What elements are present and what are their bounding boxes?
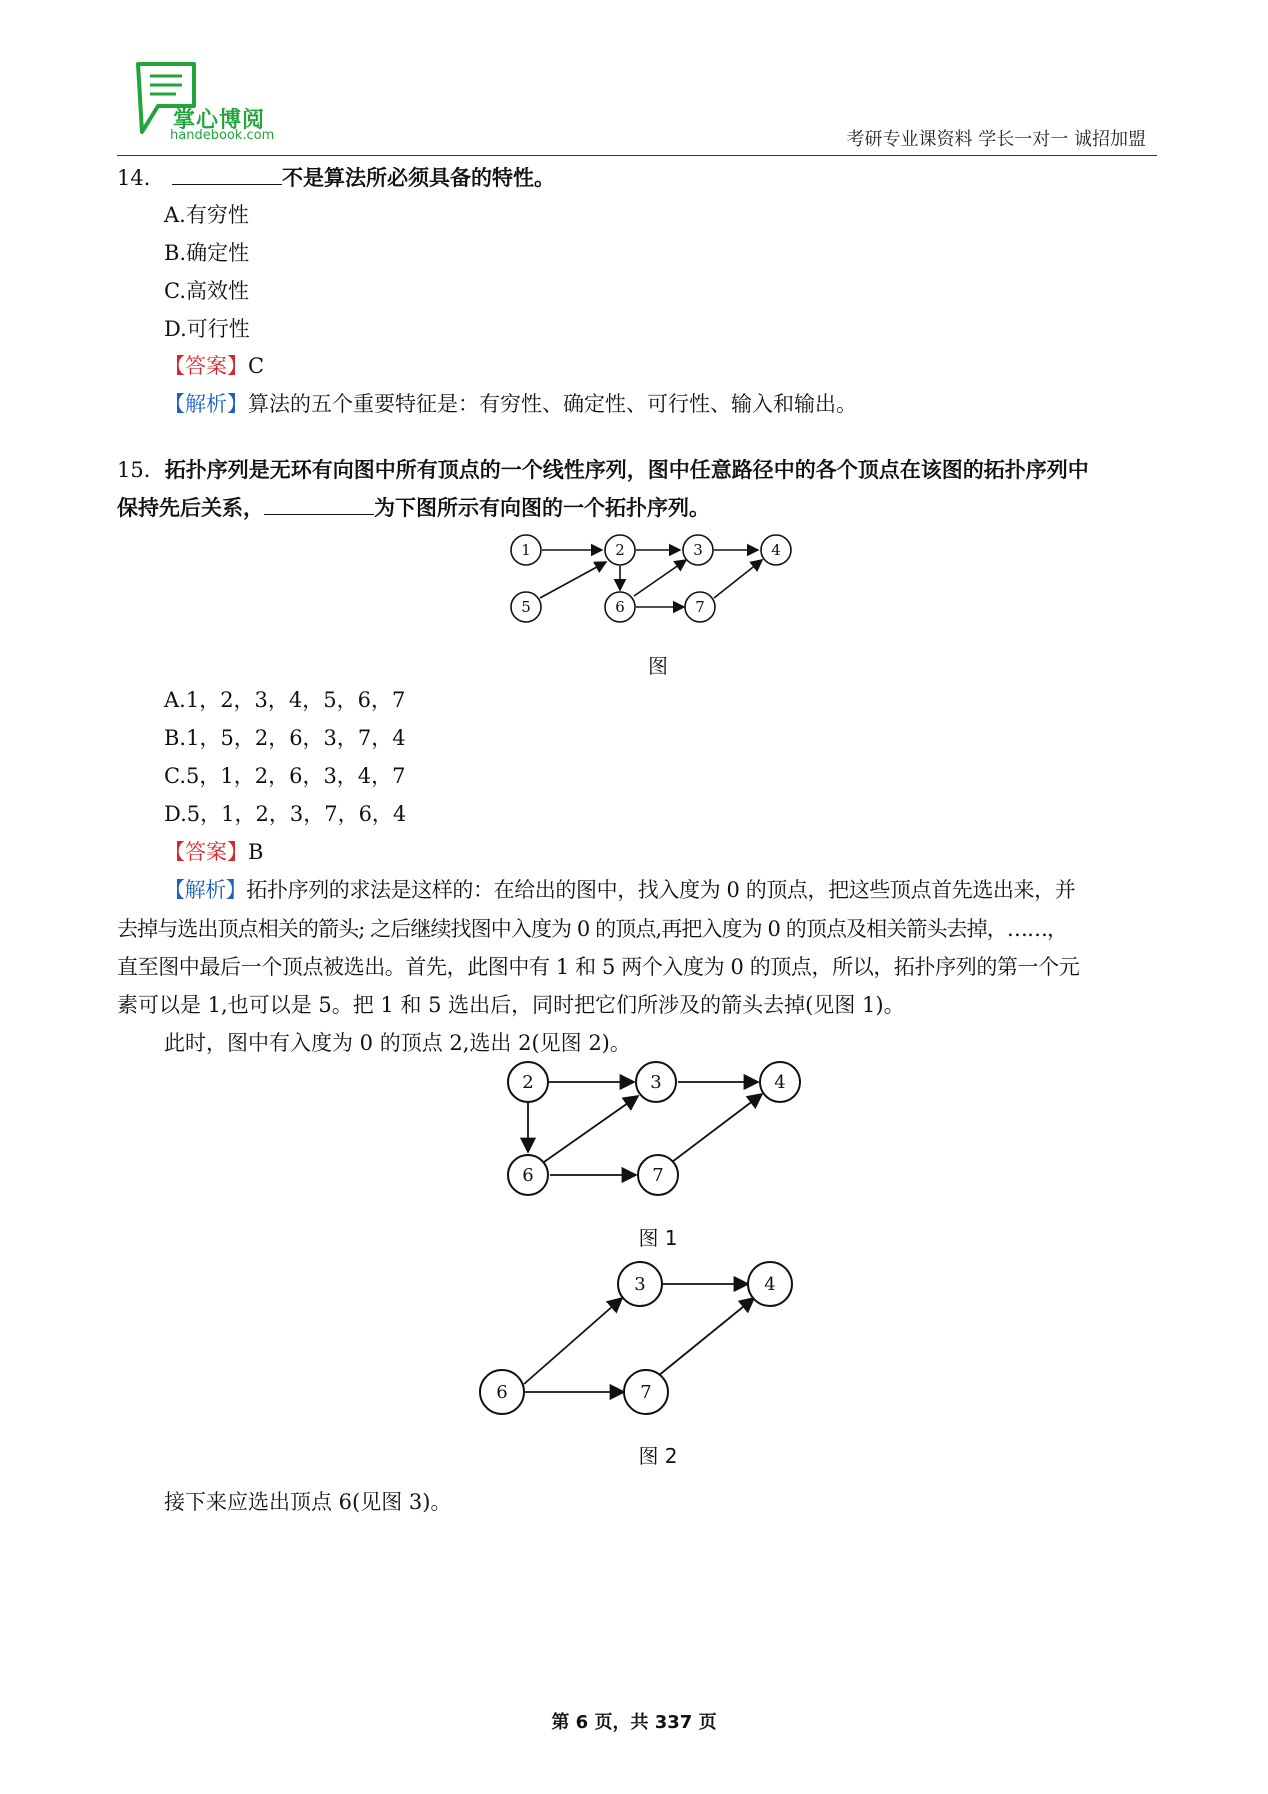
answer-value: B: [248, 840, 264, 864]
figure-1-graph: [506, 1058, 816, 1208]
fig1-node-3-label: 3: [650, 1072, 662, 1093]
q15-analysis-para2: 此时，图中有入度为 0 的顶点 2,选出 2(见图 2)。: [164, 1031, 631, 1055]
edge-7-4: [672, 1094, 762, 1162]
logo-name: 掌心博阅: [173, 108, 266, 133]
edge-7-4: [714, 560, 762, 598]
header-slogan: 考研专业课资料 学长一对一 诚招加盟: [846, 129, 1146, 150]
node-6-label: 6: [615, 598, 625, 616]
node-2-label: 2: [615, 541, 625, 559]
node-1-label: 1: [521, 541, 531, 559]
q14-stem-text: 不是算法所必须具备的特性。: [282, 166, 556, 190]
fig2-node-3-label: 3: [634, 1274, 646, 1295]
q15-number: 15．: [117, 458, 165, 482]
analysis-text: 算法的五个重要特征是：有穷性、确定性、可行性、输入和输出。: [248, 392, 857, 416]
q14-option-a: A.有穷性: [164, 203, 249, 227]
edge-5-2: [540, 562, 606, 598]
q15-figure-caption: 图: [648, 654, 668, 678]
fig2-node-7-label: 7: [640, 1382, 652, 1403]
q15-analysis-line4: 素可以是 1,也可以是 5。把 1 和 5 选出后，同时把它们所涉及的箭头去掉(见图 1)。: [117, 993, 905, 1017]
analysis-text-1: 拓扑序列的求法是这样的：在给出的图中，找入度为 0 的顶点，把这些顶点首先选出来，并: [246, 878, 1076, 902]
figure-1-caption: 图 1: [638, 1226, 678, 1250]
q15-analysis-line2: 去掉与选出顶点相关的箭头; 之后继续找图中入度为 0 的顶点,再把入度为 0 的顶点及相关箭头去掉，……，: [117, 917, 1068, 941]
q15-option-a: A.1，2，3，4，5，6，7: [164, 688, 406, 712]
figure-2-caption: 图 2: [638, 1444, 678, 1468]
logo-url: handebook.com: [170, 128, 275, 143]
node-7-label: 7: [695, 598, 705, 616]
q15-graph: [510, 528, 810, 638]
fig2-node-4-label: 4: [764, 1274, 776, 1295]
page-footer: 第 6 页，共 337 页: [551, 1712, 717, 1733]
fig1-node-4-label: 4: [774, 1072, 786, 1093]
fig1-node-7-label: 7: [652, 1165, 664, 1186]
edge-6-3: [544, 1096, 638, 1162]
q14-analysis: [164, 390, 857, 418]
node-4-label: 4: [771, 541, 781, 559]
analysis-tag: 【解析】: [164, 392, 248, 416]
edge-7-4: [658, 1298, 754, 1376]
q15-option-b: B.1，5，2，6，3，7，4: [164, 726, 406, 750]
fig1-node-6-label: 6: [522, 1165, 534, 1186]
q15-option-c: C.5，1，2，6，3，4，7: [164, 764, 406, 788]
q15-stem-text-2b: 为下图所示有向图的一个拓扑序列。: [374, 496, 710, 520]
q14-number: 14．: [117, 166, 165, 190]
edge-6-3: [634, 560, 686, 596]
q15-blank: [264, 496, 374, 515]
node-3-label: 3: [693, 541, 703, 559]
figure-2-graph: [478, 1258, 818, 1428]
node-5-label: 5: [521, 598, 531, 616]
fig2-node-6-label: 6: [496, 1382, 508, 1403]
q15-analysis-line1: [164, 876, 1075, 904]
q14-blank: [172, 166, 282, 185]
answer-tag: 【答案】: [164, 354, 248, 378]
q14-answer: [164, 352, 264, 380]
q15-stem-line1: [117, 456, 1089, 484]
q15-analysis-para3: 接下来应选出顶点 6(见图 3)。: [164, 1490, 452, 1514]
q15-stem-text-1: 拓扑序列是无环有向图中所有顶点的一个线性序列，图中任意路径中的各个顶点在该图的拓扑序列中: [164, 458, 1089, 482]
q14-option-b: B.确定性: [164, 241, 250, 265]
q15-stem-line2: [117, 494, 710, 522]
q14-stem: [117, 164, 555, 192]
q15-stem-text-2a: 保持先后关系，: [117, 496, 264, 520]
q15-analysis-line3: 直至图中最后一个顶点被选出。首先，此图中有 1 和 5 两个入度为 0 的顶点，所以，拓扑序列的第一个元: [117, 955, 1080, 979]
fig1-node-2-label: 2: [522, 1072, 534, 1093]
answer-tag: 【答案】: [164, 840, 248, 864]
q14-option-d: D.可行性: [164, 317, 250, 341]
q15-answer: [164, 838, 263, 866]
q14-option-c: C.高效性: [164, 279, 249, 303]
q15-option-d: D.5，1，2，3，7，6，4: [164, 802, 407, 826]
analysis-tag: 【解析】: [164, 878, 247, 902]
edge-6-3: [524, 1298, 622, 1384]
header-divider: [117, 155, 1157, 156]
answer-value: C: [248, 354, 265, 378]
